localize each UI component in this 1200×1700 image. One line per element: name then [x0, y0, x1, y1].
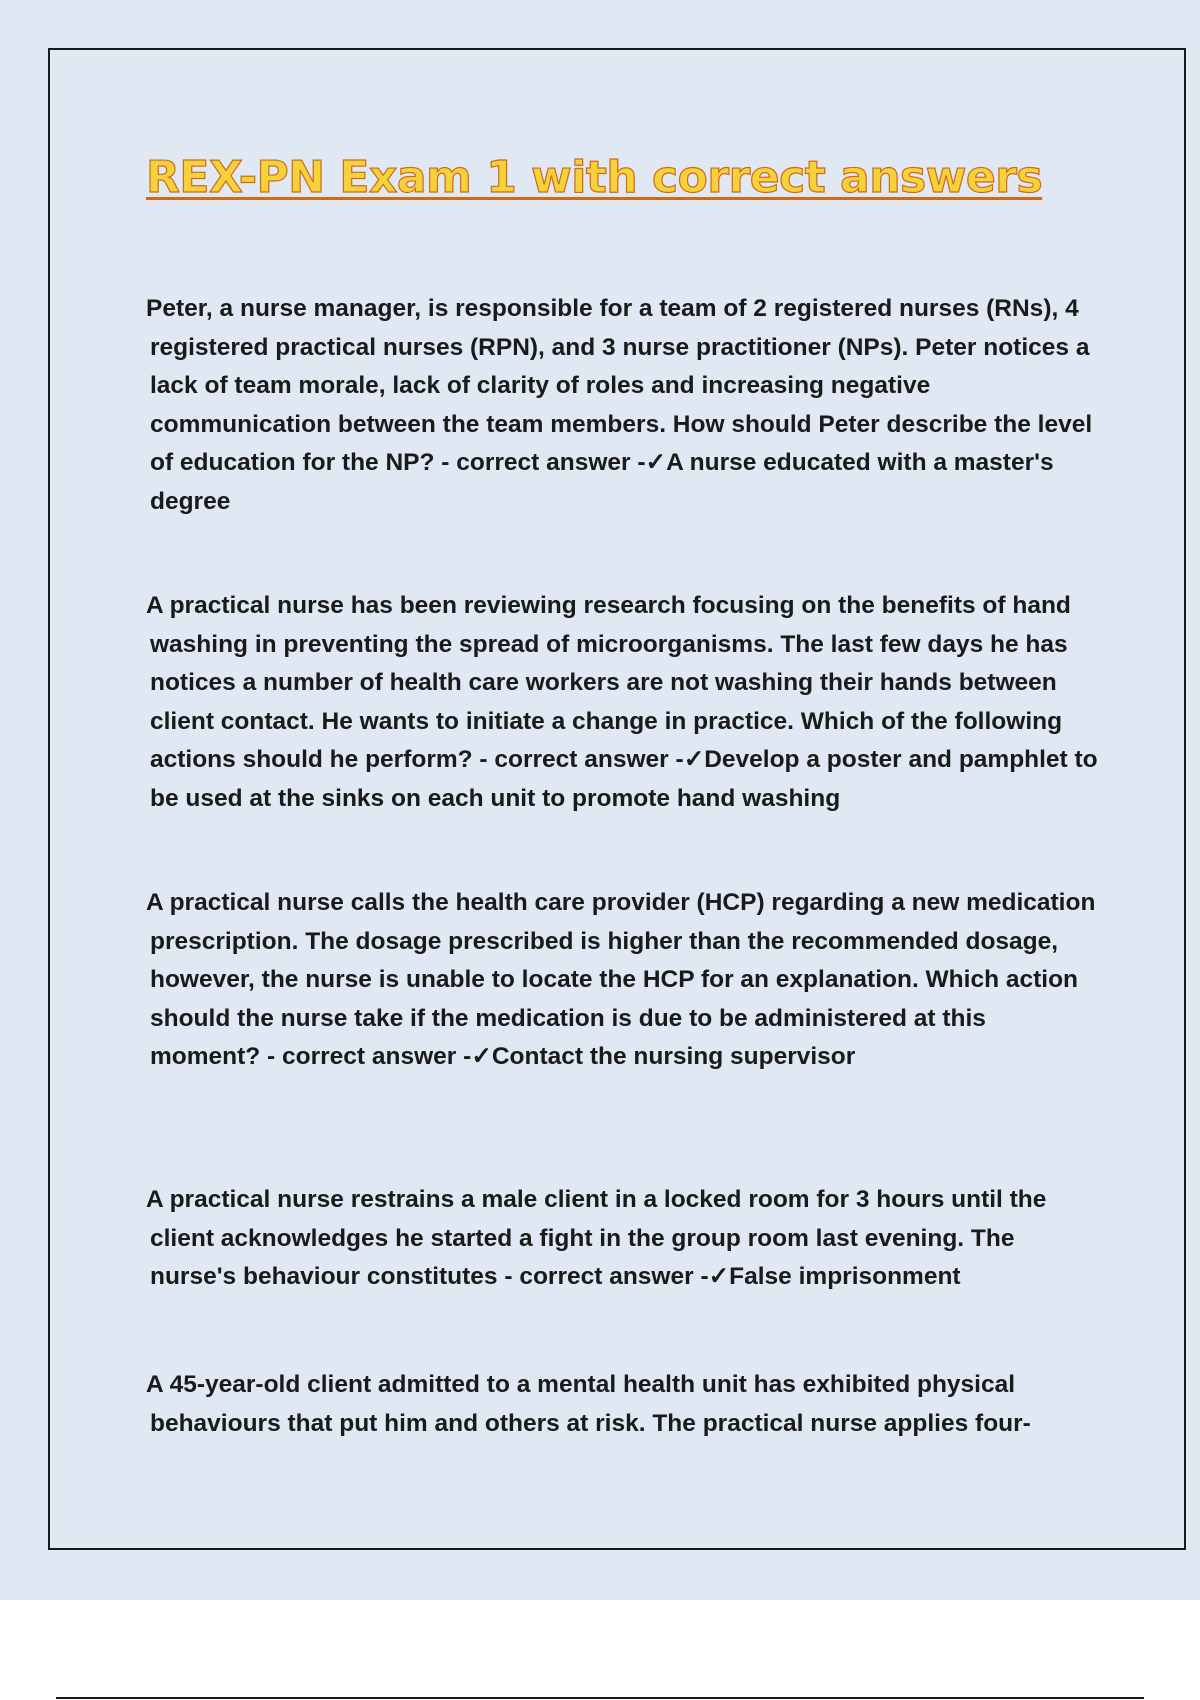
document-title: REX-PN Exam 1 with correct answers — [146, 152, 1043, 203]
qa-item-5 — [146, 1366, 1100, 1443]
check-icon: ✓ — [683, 746, 705, 773]
answer-text: A nurse educated with a master's degree — [150, 449, 1054, 515]
answer-text: Develop a poster and pamphlet to be used at the sinks on each unit to promote hand washing — [150, 746, 1098, 812]
qa-item-4 — [146, 1181, 1100, 1297]
question-text: A practical nurse calls the health care provider (HCP) regarding a new medication prescription. The dosage prescribed is higher than the recommended dosage, however, the nurse is unable to locate the HCP for an explanation. Which action should the nurse take if the medication is due to be administered at this moment? — [146, 889, 1096, 1070]
question-text: A practical nurse restrains a male client in a locked room for 3 hours until the client acknowledges he started a fight in the group room last evening. The nurse's behaviour constitutes — [146, 1186, 1047, 1290]
qa-item-3 — [146, 884, 1100, 1077]
question-text: A practical nurse has been reviewing research focusing on the benefits of hand washing in preventing the spread of microorganisms. The last few days he has notices a number of health care workers are not washing their hands between client contact. He wants to initiate a change in practice. Which of the following actions should he perform? — [146, 592, 1071, 773]
question-text: A 45-year-old client admitted to a mental health unit has exhibited physical behaviours that put him and others at risk. The practical nurse applies four- — [146, 1371, 1031, 1437]
footer-divider — [56, 1697, 1144, 1699]
qa-item-1 — [146, 290, 1100, 521]
check-icon: ✓ — [471, 1043, 492, 1070]
answer-text: False imprisonment — [729, 1263, 961, 1290]
answer-separator: - correct answer - — [497, 1263, 709, 1290]
answer-separator: - correct answer - — [472, 746, 684, 773]
check-icon: ✓ — [708, 1263, 730, 1290]
qa-item-2 — [146, 587, 1100, 818]
answer-text: Contact the nursing supervisor — [491, 1043, 856, 1070]
question-text: Peter, a nurse manager, is responsible for a team of 2 registered nurses (RNs), 4 registered practical nurses (RPN), and 3 nurse practitioner (NPs). Peter notices a lack of team morale, lack of clarity of roles and increasing negative communication between the team members. How should Peter describe the level of education for the NP? — [146, 295, 1093, 476]
answer-separator: - correct answer - — [260, 1043, 472, 1070]
check-icon: ✓ — [645, 449, 667, 476]
answer-separator: - correct answer - — [434, 449, 646, 476]
